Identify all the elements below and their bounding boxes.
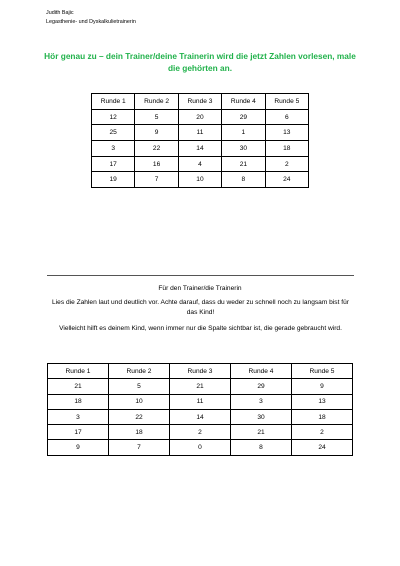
number-cell: 2 bbox=[292, 425, 353, 440]
number-cell[interactable]: 11 bbox=[178, 125, 221, 141]
number-cell: 9 bbox=[48, 440, 109, 455]
table-header-row bbox=[92, 94, 309, 110]
trainer-number-table bbox=[47, 363, 353, 456]
number-cell[interactable]: 9 bbox=[135, 125, 178, 141]
number-cell: 13 bbox=[292, 394, 353, 409]
number-cell[interactable]: 3 bbox=[92, 141, 135, 157]
exercise-title: Hör genau zu – dein Trainer/deine Trainerin wird die jetzt Zahlen vorlesen, male die gehörten an. bbox=[44, 51, 356, 73]
number-cell: 21 bbox=[231, 425, 292, 440]
number-cell: 3 bbox=[48, 409, 109, 424]
table-row bbox=[92, 156, 309, 172]
number-cell[interactable]: 22 bbox=[135, 141, 178, 157]
number-cell: 18 bbox=[48, 394, 109, 409]
trainer-section-heading: Für den Trainer/die Trainerin bbox=[158, 285, 242, 292]
section-divider bbox=[47, 275, 354, 276]
column-header: Runde 5 bbox=[292, 364, 353, 379]
number-cell[interactable]: 12 bbox=[92, 109, 135, 125]
number-cell[interactable]: 24 bbox=[265, 172, 308, 188]
number-cell: 10 bbox=[109, 394, 170, 409]
number-cell: 0 bbox=[170, 440, 231, 455]
column-header: Runde 5 bbox=[265, 94, 308, 110]
column-header: Runde 4 bbox=[222, 94, 265, 110]
number-cell[interactable]: 14 bbox=[178, 141, 221, 157]
number-cell[interactable]: 2 bbox=[265, 156, 308, 172]
column-header: Runde 3 bbox=[178, 94, 221, 110]
column-header: Runde 1 bbox=[48, 364, 109, 379]
table-row bbox=[92, 125, 309, 141]
column-header: Runde 4 bbox=[231, 364, 292, 379]
trainer-tip-paragraph: Vielleicht hilft es deinem Kind, wenn immer nur die Spalte sichtbar ist, die gerade gebraucht wird. bbox=[59, 325, 342, 332]
number-cell[interactable]: 13 bbox=[265, 125, 308, 141]
table-row bbox=[48, 425, 353, 440]
number-cell: 8 bbox=[231, 440, 292, 455]
number-cell: 22 bbox=[109, 409, 170, 424]
number-cell: 17 bbox=[48, 425, 109, 440]
table-row bbox=[48, 379, 353, 394]
table-row bbox=[92, 141, 309, 157]
number-cell: 2 bbox=[170, 425, 231, 440]
number-cell: 3 bbox=[231, 394, 292, 409]
number-cell[interactable]: 17 bbox=[92, 156, 135, 172]
number-cell: 30 bbox=[231, 409, 292, 424]
number-cell: 9 bbox=[292, 379, 353, 394]
column-header: Runde 1 bbox=[92, 94, 135, 110]
number-cell: 21 bbox=[170, 379, 231, 394]
number-cell[interactable]: 25 bbox=[92, 125, 135, 141]
number-cell[interactable]: 20 bbox=[178, 109, 221, 125]
number-cell[interactable]: 16 bbox=[135, 156, 178, 172]
number-cell[interactable]: 19 bbox=[92, 172, 135, 188]
column-header: Runde 3 bbox=[170, 364, 231, 379]
column-header: Runde 2 bbox=[135, 94, 178, 110]
number-cell[interactable]: 7 bbox=[135, 172, 178, 188]
page-header bbox=[46, 9, 136, 26]
number-cell[interactable]: 21 bbox=[222, 156, 265, 172]
student-number-table bbox=[91, 93, 309, 188]
number-cell: 11 bbox=[170, 394, 231, 409]
number-cell[interactable]: 10 bbox=[178, 172, 221, 188]
author-name: Judith Bajic bbox=[46, 10, 74, 16]
number-cell[interactable]: 18 bbox=[265, 141, 308, 157]
number-cell: 18 bbox=[292, 409, 353, 424]
number-cell: 18 bbox=[109, 425, 170, 440]
table-row bbox=[92, 172, 309, 188]
number-cell: 7 bbox=[109, 440, 170, 455]
number-cell: 14 bbox=[170, 409, 231, 424]
table-row bbox=[48, 440, 353, 455]
table-row bbox=[48, 394, 353, 409]
number-cell[interactable]: 6 bbox=[265, 109, 308, 125]
number-cell: 21 bbox=[48, 379, 109, 394]
number-cell: 5 bbox=[109, 379, 170, 394]
table-row bbox=[48, 409, 353, 424]
number-cell[interactable]: 4 bbox=[178, 156, 221, 172]
number-cell: 24 bbox=[292, 440, 353, 455]
number-cell[interactable]: 1 bbox=[222, 125, 265, 141]
table-row bbox=[92, 109, 309, 125]
number-cell[interactable]: 29 bbox=[222, 109, 265, 125]
number-cell[interactable]: 30 bbox=[222, 141, 265, 157]
number-cell[interactable]: 8 bbox=[222, 172, 265, 188]
column-header: Runde 2 bbox=[109, 364, 170, 379]
number-cell[interactable]: 5 bbox=[135, 109, 178, 125]
author-role: Legasthenie- und Dyskalkulietrainerin bbox=[46, 18, 136, 25]
number-cell: 29 bbox=[231, 379, 292, 394]
trainer-instruction-paragraph: Lies die Zahlen laut und deutlich vor. Achte darauf, dass du weder zu schnell noch zu langsam bist für das Kind! bbox=[52, 299, 349, 316]
table-header-row bbox=[48, 364, 353, 379]
